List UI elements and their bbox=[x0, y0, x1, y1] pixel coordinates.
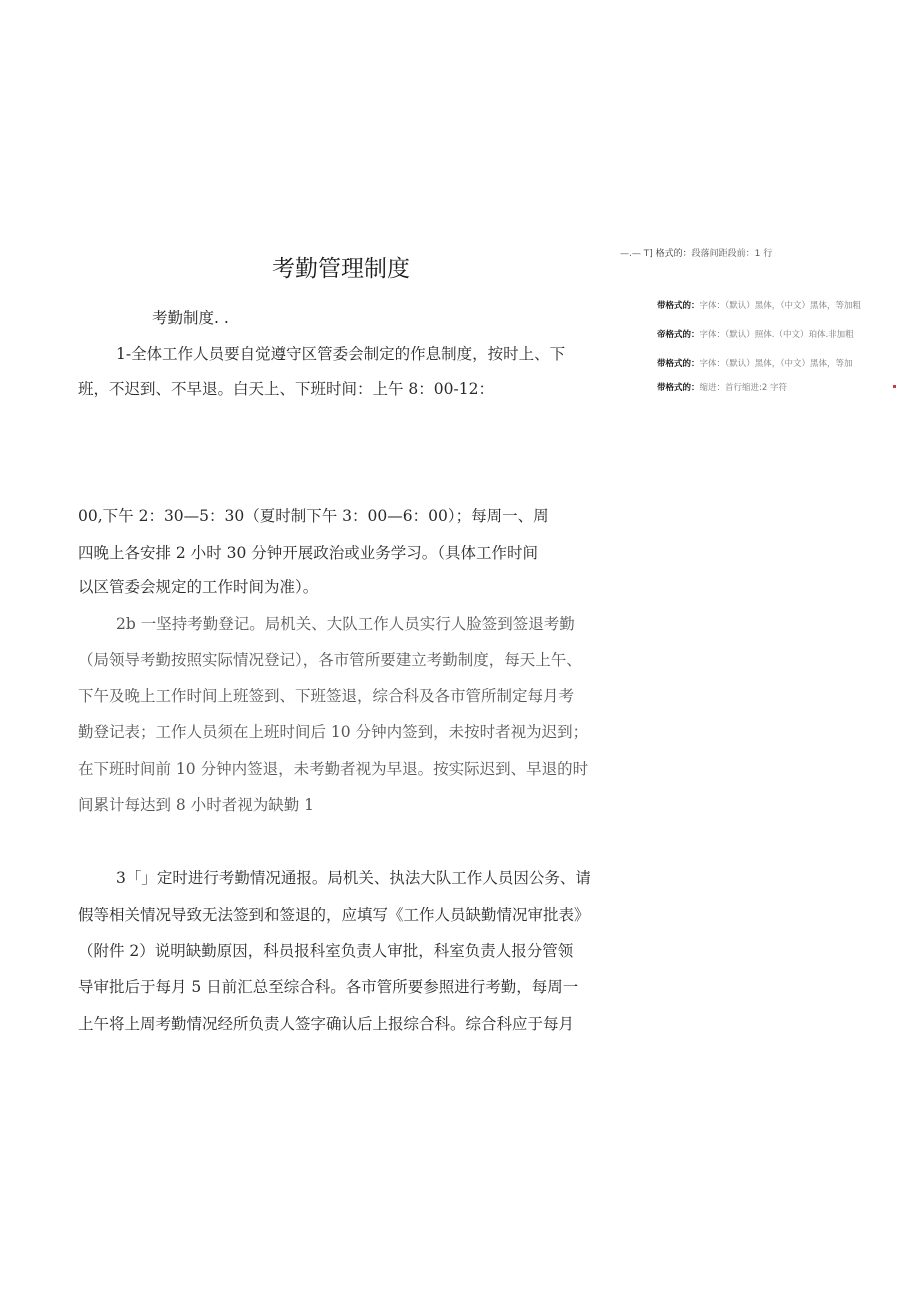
format-comment-label: 带格式的： bbox=[657, 359, 700, 369]
format-comment[interactable] bbox=[657, 381, 787, 393]
format-comment-label: 带格式的： bbox=[657, 301, 700, 311]
paragraph-line: （局领导考勤按照实际情况登记），各市管所要建立考勤制度，每天上午、 bbox=[78, 651, 582, 669]
paragraph-line: 四晚上各安排 2 小时 30 分钟开展政治或业务学习。（具体工作时间 bbox=[78, 544, 539, 562]
paragraph-line: 00,下午 2：30—5：30（夏时制下午 3：00—6：00）；每周一、周 bbox=[78, 507, 549, 525]
format-comment-text: 字体：（默认）黑体，（中文）黑体，等加粗 bbox=[699, 301, 862, 311]
paragraph-line: 假等相关情况导致无法签到和签退的，应填写《工作人员缺勤情况审批表》 bbox=[78, 906, 590, 924]
paragraph-line: 2b 一坚持考勤登记。局机关、大队工作人员实行人脸签到签退考勤 bbox=[116, 615, 575, 633]
format-comment-text: 缩进：首行缩进:2 字符 bbox=[699, 383, 787, 393]
revision-marker-icon bbox=[893, 385, 896, 388]
paragraph-line: 导审批后于每月 5 日前汇总至综合科。各市管所要参照进行考勤，每周一 bbox=[78, 978, 579, 996]
document-title: 考勤管理制度 bbox=[272, 256, 410, 282]
paragraph-line: 1-全体工作人员要自觉遵守区管委会制定的作息制度，按时上、下 bbox=[116, 345, 566, 363]
format-comment-text: 字体：（默认）黑体，（中文）黑体，等加 bbox=[699, 359, 853, 369]
track-change-text: 段落间距段前：1 行 bbox=[691, 249, 773, 259]
format-comment-label: 帝格式的： bbox=[657, 330, 700, 340]
paragraph-line: （附件 2）说明缺勤原因，科员报科室负责人审批，科室负责人报分管领 bbox=[78, 942, 574, 960]
paragraph-line: 以区管委会规定的工作时间为准）。 bbox=[78, 578, 319, 596]
format-comment[interactable] bbox=[657, 299, 861, 311]
paragraph-line: 勤登记表；工作人员须在上班时间后 10 分钟内签到，未按时者视为迟到； bbox=[78, 723, 589, 741]
section-heading: 考勤制度. . bbox=[152, 309, 229, 327]
format-comment[interactable] bbox=[657, 328, 854, 340]
track-change-header[interactable] bbox=[620, 246, 772, 259]
track-change-label: 格式的： bbox=[655, 249, 692, 259]
paragraph-line: 3「」定时进行考勤情况通报。局机关、执法大队工作人员因公务、请 bbox=[116, 869, 591, 887]
paragraph-line: 间累计每达到 8 小时者视为缺勤 1 bbox=[78, 796, 315, 814]
format-comment-text: 字体：（默认）照体.（中文）珀体.非加粗 bbox=[699, 330, 854, 340]
paragraph-line: 下午及晚上工作时间上班签到、下班签退，综合科及各市管所制定每月考 bbox=[78, 687, 575, 705]
format-comment[interactable] bbox=[657, 357, 853, 369]
paragraph-line: 班，不迟到、不早退。白天上、下班时间：上午 8：00-12： bbox=[78, 380, 494, 398]
paragraph-line: 在下班时间前 10 分钟内签退，未考勤者视为早退。按实际迟到、早退的时 bbox=[78, 760, 589, 778]
track-change-prefix: —.— T] bbox=[620, 249, 653, 259]
format-comment-label: 带格式的： bbox=[657, 383, 700, 393]
paragraph-line: 上午将上周考勤情况经所负责人签字确认后上报综合科。综合科应于每月 bbox=[78, 1015, 575, 1033]
